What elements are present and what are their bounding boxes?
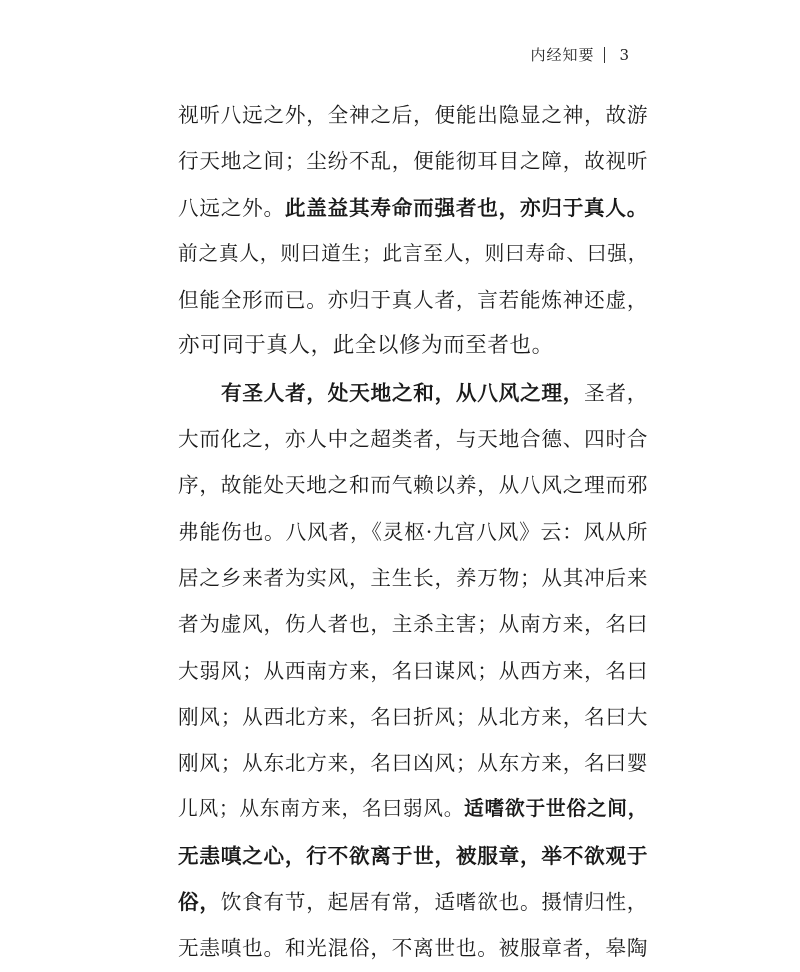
running-head: [530, 44, 630, 65]
text-segment: 圣者，: [584, 380, 648, 405]
bold-text-segment: 此盖益其寿命而强者也，亦归于真人。: [284, 195, 648, 220]
text-segment: 序，故能处天地之和而气赖以养，从八风之理而邪: [178, 473, 648, 498]
text-segment: 饮食有节，起居有常，适嗜欲也。摄情归性，: [220, 890, 648, 915]
text-segment: 亦可同于真人，此全以修为而至者也。: [178, 333, 554, 359]
text-line: [178, 786, 648, 832]
bold-text-segment: 俗，: [178, 890, 221, 915]
text-segment: 前之真人，则曰道生；此言至人，则曰寿命、曰强，: [178, 241, 648, 265]
body-text: [178, 92, 648, 972]
text-line: [178, 370, 648, 416]
text-segment: 刚风；从东北方来，名曰凶风；从东方来，名曰婴: [178, 751, 648, 776]
text-segment: 但能全形而已。亦归于真人者，言若能炼神还虚，: [178, 288, 648, 313]
text-line: [178, 462, 648, 508]
text-segment: 视听八远之外，全神之后，便能出隐显之神，故游: [178, 103, 648, 127]
bold-text-segment: 适嗜欲于世俗之间，: [464, 797, 648, 821]
text-line: [178, 277, 648, 323]
text-segment: 八远之外。: [178, 195, 285, 220]
text-line: [178, 416, 648, 462]
header-divider: [604, 47, 605, 63]
page-number: 3: [619, 45, 630, 64]
text-line: [178, 601, 648, 647]
text-segment: 大而化之，亦人中之超类者，与天地合德、四时合: [178, 427, 648, 452]
text-line: [178, 509, 648, 555]
text-line: [178, 138, 648, 184]
text-line: [178, 648, 648, 694]
text-line: [178, 323, 648, 369]
bold-text-segment: 无恚嗔之心，行不欲离于世，被服章，举不欲观于: [178, 843, 648, 868]
text-line: [178, 925, 648, 971]
text-line: [178, 694, 648, 740]
text-line: [178, 833, 648, 879]
text-segment: 者为虚风，伤人者也，主杀主害；从南方来，名曰: [178, 612, 648, 637]
bold-text-segment: 有圣人者，处天地之和，从八风之理，: [221, 380, 585, 405]
book-title: 内经知要: [530, 46, 595, 64]
text-line: [178, 92, 648, 138]
text-line: [178, 231, 648, 277]
text-line: [178, 740, 648, 786]
text-segment: 行天地之间；尘纷不乱，便能彻耳目之障，故视听: [178, 149, 648, 174]
text-segment: 大弱风；从西南方来，名曰谋风；从西方来，名曰: [178, 658, 648, 683]
text-segment: 无恚嗔也。和光混俗，不离世也。被服章者，皋陶: [178, 936, 648, 961]
text-line: [178, 185, 648, 231]
text-segment: 居之乡来者为实风，主生长，养万物；从其冲后来: [178, 565, 648, 590]
text-segment: 弗能伤也。八风者，《灵枢·九宫八风》云：风从所: [178, 519, 648, 544]
text-line: [178, 555, 648, 601]
text-line: [178, 879, 648, 925]
text-segment: 儿风；从东南方来，名曰弱风。: [178, 797, 465, 821]
text-segment: 刚风；从西北方来，名曰折风；从北方来，名曰大: [178, 704, 648, 729]
